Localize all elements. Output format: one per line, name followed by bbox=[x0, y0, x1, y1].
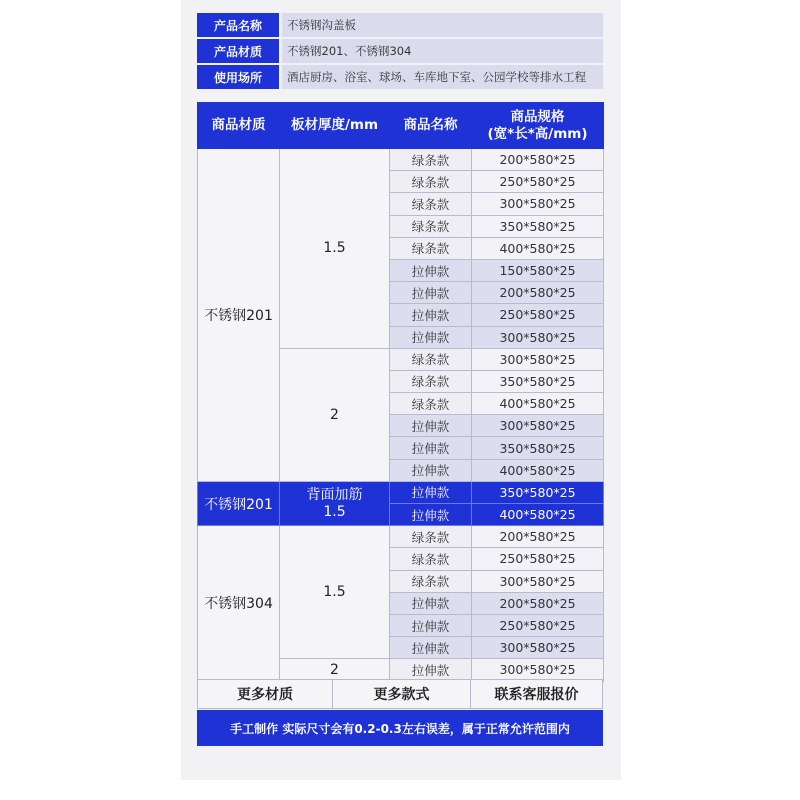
info-row-usage bbox=[197, 65, 603, 89]
info-label: 产品名称 bbox=[197, 13, 279, 37]
name-cell: 拉伸款 bbox=[390, 637, 472, 659]
spec-table bbox=[197, 102, 604, 682]
spec-cell: 300*580*25 bbox=[472, 326, 604, 348]
header-spec bbox=[472, 103, 604, 149]
name-cell: 拉伸款 bbox=[390, 326, 472, 348]
info-label: 使用场所 bbox=[197, 65, 279, 89]
info-label: 产品材质 bbox=[197, 39, 279, 63]
spec-cell: 200*580*25 bbox=[472, 149, 604, 171]
spec-cell: 200*580*25 bbox=[472, 282, 604, 304]
more-materials-button[interactable]: 更多材质 bbox=[198, 680, 333, 708]
name-cell: 拉伸款 bbox=[390, 592, 472, 614]
name-cell: 绿条款 bbox=[390, 570, 472, 592]
name-cell: 拉伸款 bbox=[390, 415, 472, 437]
spec-cell: 300*580*25 bbox=[472, 570, 604, 592]
info-value: 酒店厨房、浴室、球场、车库地下室、公园学校等排水工程 bbox=[282, 65, 603, 89]
name-cell: 绿条款 bbox=[390, 149, 472, 171]
spec-cell: 300*580*25 bbox=[472, 637, 604, 659]
name-cell: 拉伸款 bbox=[390, 437, 472, 459]
name-cell: 绿条款 bbox=[390, 393, 472, 415]
spec-cell: 250*580*25 bbox=[472, 304, 604, 326]
header-name: 商品名称 bbox=[390, 103, 472, 149]
spec-cell: 250*580*25 bbox=[472, 614, 604, 636]
spec-cell: 400*580*25 bbox=[472, 237, 604, 259]
info-value: 不锈钢201、不锈钢304 bbox=[282, 39, 603, 63]
name-cell: 拉伸款 bbox=[390, 304, 472, 326]
spec-cell: 200*580*25 bbox=[472, 526, 604, 548]
spec-cell: 400*580*25 bbox=[472, 459, 604, 481]
thickness-cell: 1.5 bbox=[280, 526, 390, 659]
name-cell: 拉伸款 bbox=[390, 504, 472, 526]
spec-cell: 350*580*25 bbox=[472, 437, 604, 459]
spec-cell: 150*580*25 bbox=[472, 259, 604, 281]
tolerance-note: 手工制作 实际尺寸会有0.2-0.3左右误差，属于正常允许范围内 bbox=[197, 710, 603, 746]
name-cell: 拉伸款 bbox=[390, 282, 472, 304]
name-cell: 绿条款 bbox=[390, 171, 472, 193]
spec-cell: 350*580*25 bbox=[472, 215, 604, 237]
spec-cell: 250*580*25 bbox=[472, 548, 604, 570]
header-spec-line2: (宽*长*高/mm) bbox=[487, 125, 588, 142]
spec-cell: 300*580*25 bbox=[472, 193, 604, 215]
name-cell: 拉伸款 bbox=[390, 459, 472, 481]
material-cell: 不锈钢201 bbox=[198, 481, 280, 525]
spec-cell: 350*580*25 bbox=[472, 370, 604, 392]
name-cell: 绿条款 bbox=[390, 548, 472, 570]
name-cell: 拉伸款 bbox=[390, 481, 472, 503]
info-value: 不锈钢沟盖板 bbox=[282, 13, 603, 37]
table-row-highlight bbox=[198, 481, 604, 503]
name-cell: 绿条款 bbox=[390, 193, 472, 215]
more-options-row bbox=[197, 679, 603, 709]
name-cell: 拉伸款 bbox=[390, 259, 472, 281]
header-thickness: 板材厚度/mm bbox=[280, 103, 390, 149]
thickness-cell bbox=[280, 481, 390, 525]
name-cell: 绿条款 bbox=[390, 215, 472, 237]
name-cell: 拉伸款 bbox=[390, 659, 472, 681]
spec-cell: 400*580*25 bbox=[472, 504, 604, 526]
contact-service-button[interactable]: 联系客服报价 bbox=[494, 687, 579, 703]
name-cell: 拉伸款 bbox=[390, 614, 472, 636]
spec-cell: 300*580*25 bbox=[472, 415, 604, 437]
name-cell: 绿条款 bbox=[390, 370, 472, 392]
table-row bbox=[198, 149, 604, 171]
table-header-row bbox=[198, 103, 604, 149]
header-material: 商品材质 bbox=[198, 103, 280, 149]
spec-cell: 300*580*25 bbox=[472, 659, 604, 681]
info-row-material bbox=[197, 39, 603, 63]
spec-cell: 300*580*25 bbox=[472, 348, 604, 370]
thickness-cell: 2 bbox=[280, 348, 390, 481]
more-styles-button[interactable]: 更多款式 bbox=[333, 680, 471, 708]
thickness-line1: 背面加筋 bbox=[306, 486, 363, 503]
material-cell: 不锈钢201 bbox=[198, 149, 280, 482]
header-spec-line1: 商品规格 bbox=[510, 108, 565, 125]
spec-cell: 250*580*25 bbox=[472, 171, 604, 193]
spec-cell: 350*580*25 bbox=[472, 481, 604, 503]
name-cell: 绿条款 bbox=[390, 348, 472, 370]
thickness-line2: 1.5 bbox=[323, 503, 346, 520]
info-row-product-name bbox=[197, 13, 603, 37]
spec-cell: 200*580*25 bbox=[472, 592, 604, 614]
name-cell: 绿条款 bbox=[390, 237, 472, 259]
name-cell: 绿条款 bbox=[390, 526, 472, 548]
thickness-cell: 2 bbox=[280, 659, 390, 681]
material-cell: 不锈钢304 bbox=[198, 526, 280, 681]
table-row bbox=[198, 526, 604, 548]
spec-cell: 400*580*25 bbox=[472, 393, 604, 415]
thickness-cell: 1.5 bbox=[280, 149, 390, 349]
